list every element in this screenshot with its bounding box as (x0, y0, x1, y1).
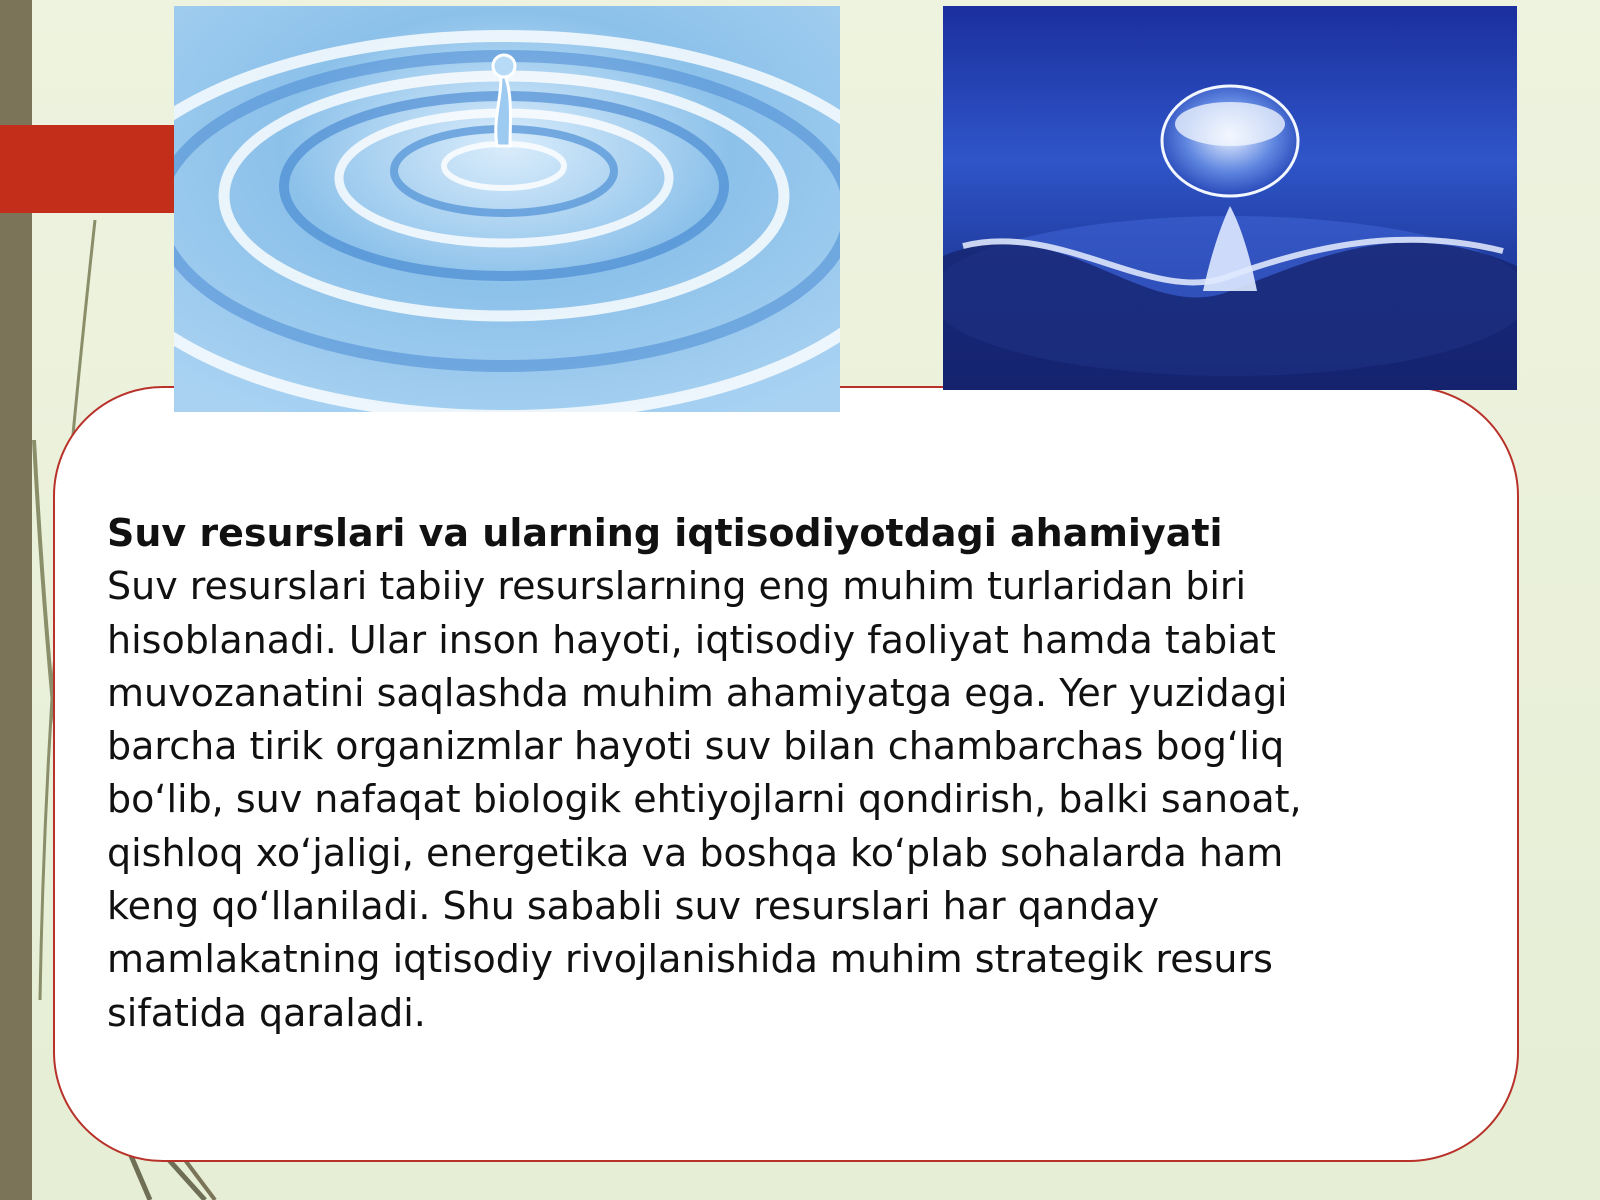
body-line: qishloq xo‘jaligi, energetika va boshqa ko‘plab sohalarda ham (107, 830, 1284, 875)
body-line: Suv resurslari tabiiy resurslarning eng muhim turlaridan biri (107, 564, 1247, 609)
body-line: bo‘lib, suv nafaqat biologik ehtiyojlarni qondirish, balki sanoat, (107, 777, 1302, 822)
body-line: barcha tirik organizmlar hayoti suv bilan chambarchas bog‘liq (107, 724, 1285, 769)
body-line: mamlakatning iqtisodiy rivojlanishida muhim strategik resurs (107, 937, 1273, 982)
water-ripple-photo (174, 6, 840, 412)
body-line: sifatida qaraladi. (107, 990, 426, 1035)
slide-text (107, 507, 1487, 1040)
body-line: muvozanatini saqlashda muhim ahamiyatga ega. Yer yuzidagi (107, 670, 1288, 715)
body-line: keng qo‘llaniladi. Shu sababli suv resurslari har qanday (107, 884, 1160, 929)
body-line: hisoblanadi. Ular inson hayoti, iqtisodiy faoliyat hamda tabiat (107, 617, 1276, 662)
slide-title: Suv resurslari va ularning iqtisodiyotdagi ahamiyati (107, 511, 1223, 555)
red-accent-bar (0, 125, 174, 213)
water-drop-photo (943, 6, 1517, 390)
